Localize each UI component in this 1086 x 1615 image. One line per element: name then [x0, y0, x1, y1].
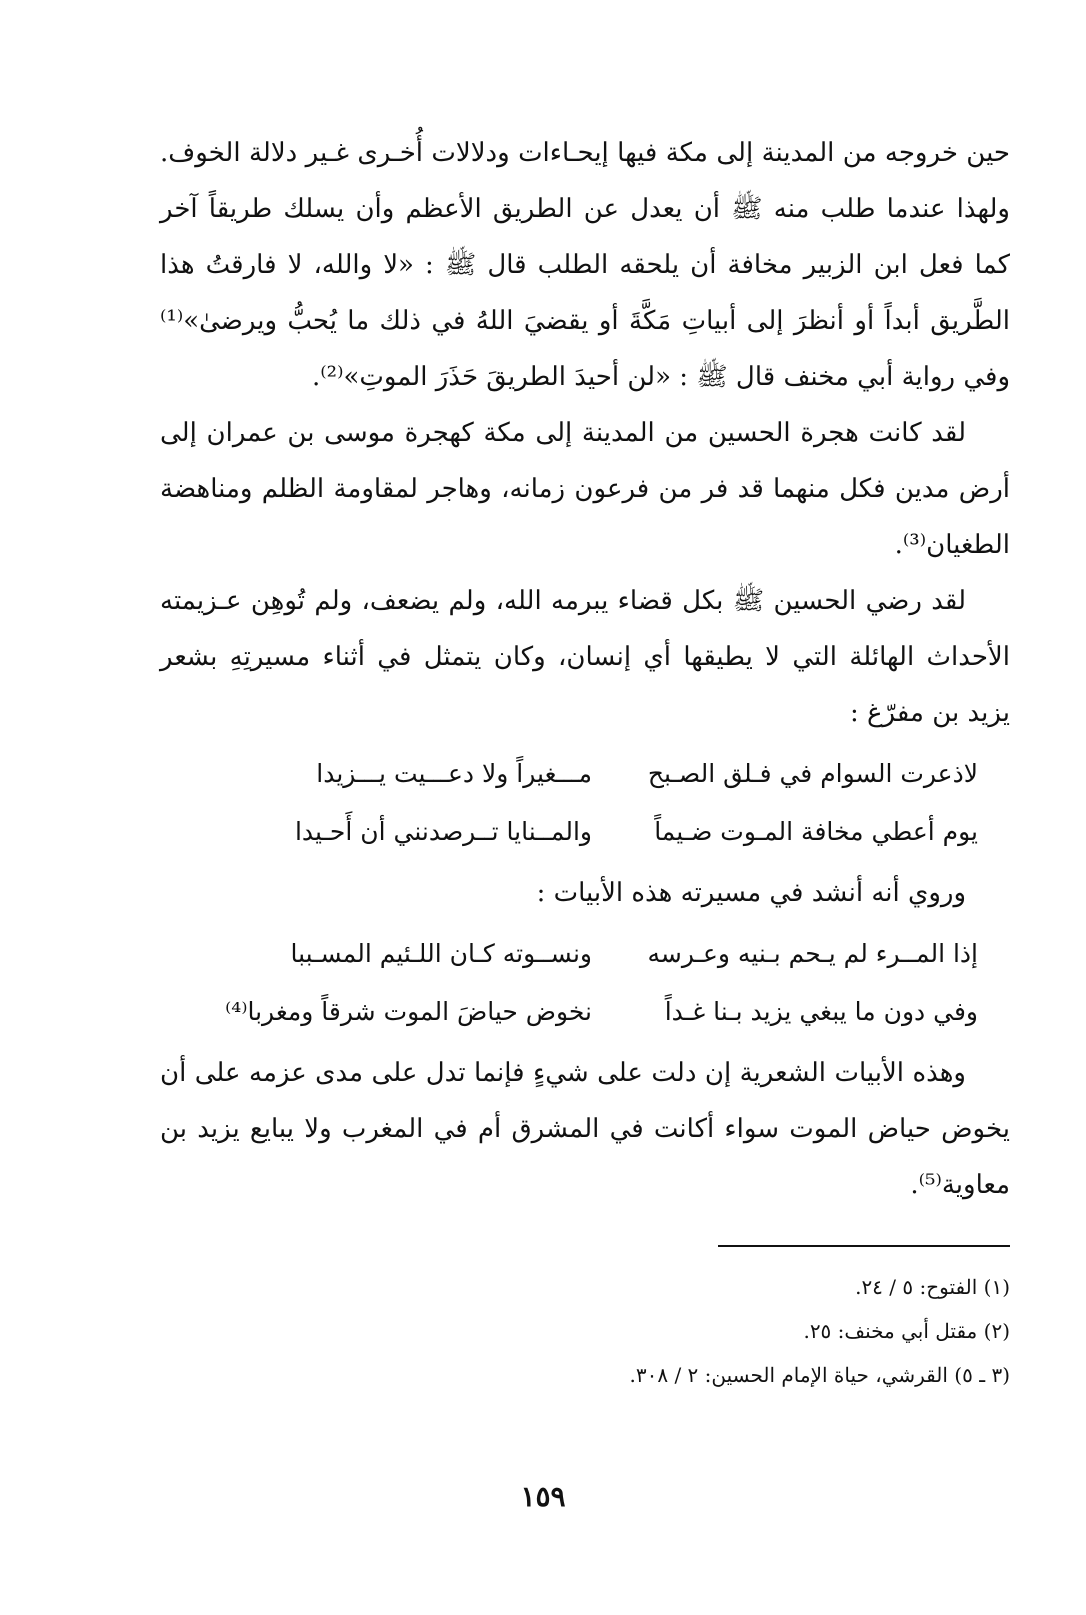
- footnote-divider: [718, 1245, 1010, 1247]
- hemistich-first: يوم أعطي مخافة المـوت ضـيماً: [654, 817, 978, 846]
- hemistich-second: والمــنايا تــرصدنني أن أَحـيدا: [294, 817, 592, 846]
- hemistich-first: لاذعرت السوام في فـلق الصـبح: [647, 759, 978, 788]
- footnotes: [400, 1265, 1010, 1397]
- poem-2: [160, 925, 1010, 1041]
- verse: [160, 803, 1010, 861]
- footnote: (١) الفتوح: ٥ / ٢٤.: [855, 1275, 1010, 1299]
- poem-1: [160, 745, 1010, 861]
- hemistich-second: ونســوته كـان اللـئيم المسـببا: [290, 939, 592, 968]
- paragraph-4: وهذه الأبيات الشعرية إن دلت على شيءٍ فإنما تدل على مدى عزمه على أن يخوض حياض الموت سواء أكانت في المشرق أم في المغرب ولا يبايع يزيد بن معاوية⁽⁵⁾.: [160, 1058, 1010, 1200]
- footnote: (٢) مقتل أبي مخنف: ٢٥.: [803, 1319, 1010, 1343]
- page-number: ١٥٩: [520, 1480, 566, 1513]
- hemistich-second: نخوض حياضَ الموت شرقاً ومغربا⁽⁴⁾: [225, 997, 592, 1026]
- paragraph-2: لقد كانت هجرة الحسين من المدينة إلى مكة كهجرة موسى بن عمران إلى أرض مدين فكل منهما قد فر من فرعون زمانه، وهاجر لمقاومة الظلم ومناهضة الطغيان⁽³⁾.: [160, 418, 1010, 560]
- hemistich-first: إذا المــرء لم يـحم بـنيه وعـرسه: [647, 939, 978, 968]
- poem-2-intro: وروي أنه أنشد في مسيرته هذه الأبيات :: [536, 878, 966, 908]
- paragraph-1: حين خروجه من المدينة إلى مكة فيها إيحـاءات ودلالات أُخـرى غـير دلالة الخوف. ولهذا عندما طلب منه ﷺ أن يعدل عن الطريق الأعظم وأن يسلك طريقاً آخر كما فعل ابن الزبير مخافة أن يلحقه الطلب قال ﷺ : «لا والله، لا فارقتُ هذا الطَّريق أبداً أو أنظرَ إلى أبياتِ مَكَّةَ أو يقضيَ اللهُ في ذلك ما يُحبُّ ويرضىٰ»⁽¹⁾ وفي رواية أبي مخنف قال ﷺ : «لن أحيدَ الطريقَ حَذَرَ الموتِ»⁽²⁾.: [160, 138, 1010, 392]
- paragraph-3: لقد رضي الحسين ﷺ بكل قضاء يبرمه الله، ولم يضعف، ولم تُوهِن عـزيمته الأحداث الهائلة التي لا يطيقها أي إنسان، وكان يتمثل في أثناء مسيرتِهِ بشعر يزيد بن مفرّغ :: [160, 586, 1010, 728]
- verse: [160, 745, 1010, 803]
- hemistich-second: مـــغيراً ولا دعـــيت يـــزيدا: [316, 759, 592, 788]
- verse: [160, 925, 1010, 983]
- main-text: [160, 125, 1010, 1213]
- hemistich-first: وفي دون ما يبغي يزيد بـنا غـداً: [664, 997, 978, 1026]
- verse: [160, 983, 1010, 1041]
- footnote: (٣ ـ ٥) القرشي، حياة الإمام الحسين: ٢ / ٣٠٨.: [629, 1363, 1010, 1387]
